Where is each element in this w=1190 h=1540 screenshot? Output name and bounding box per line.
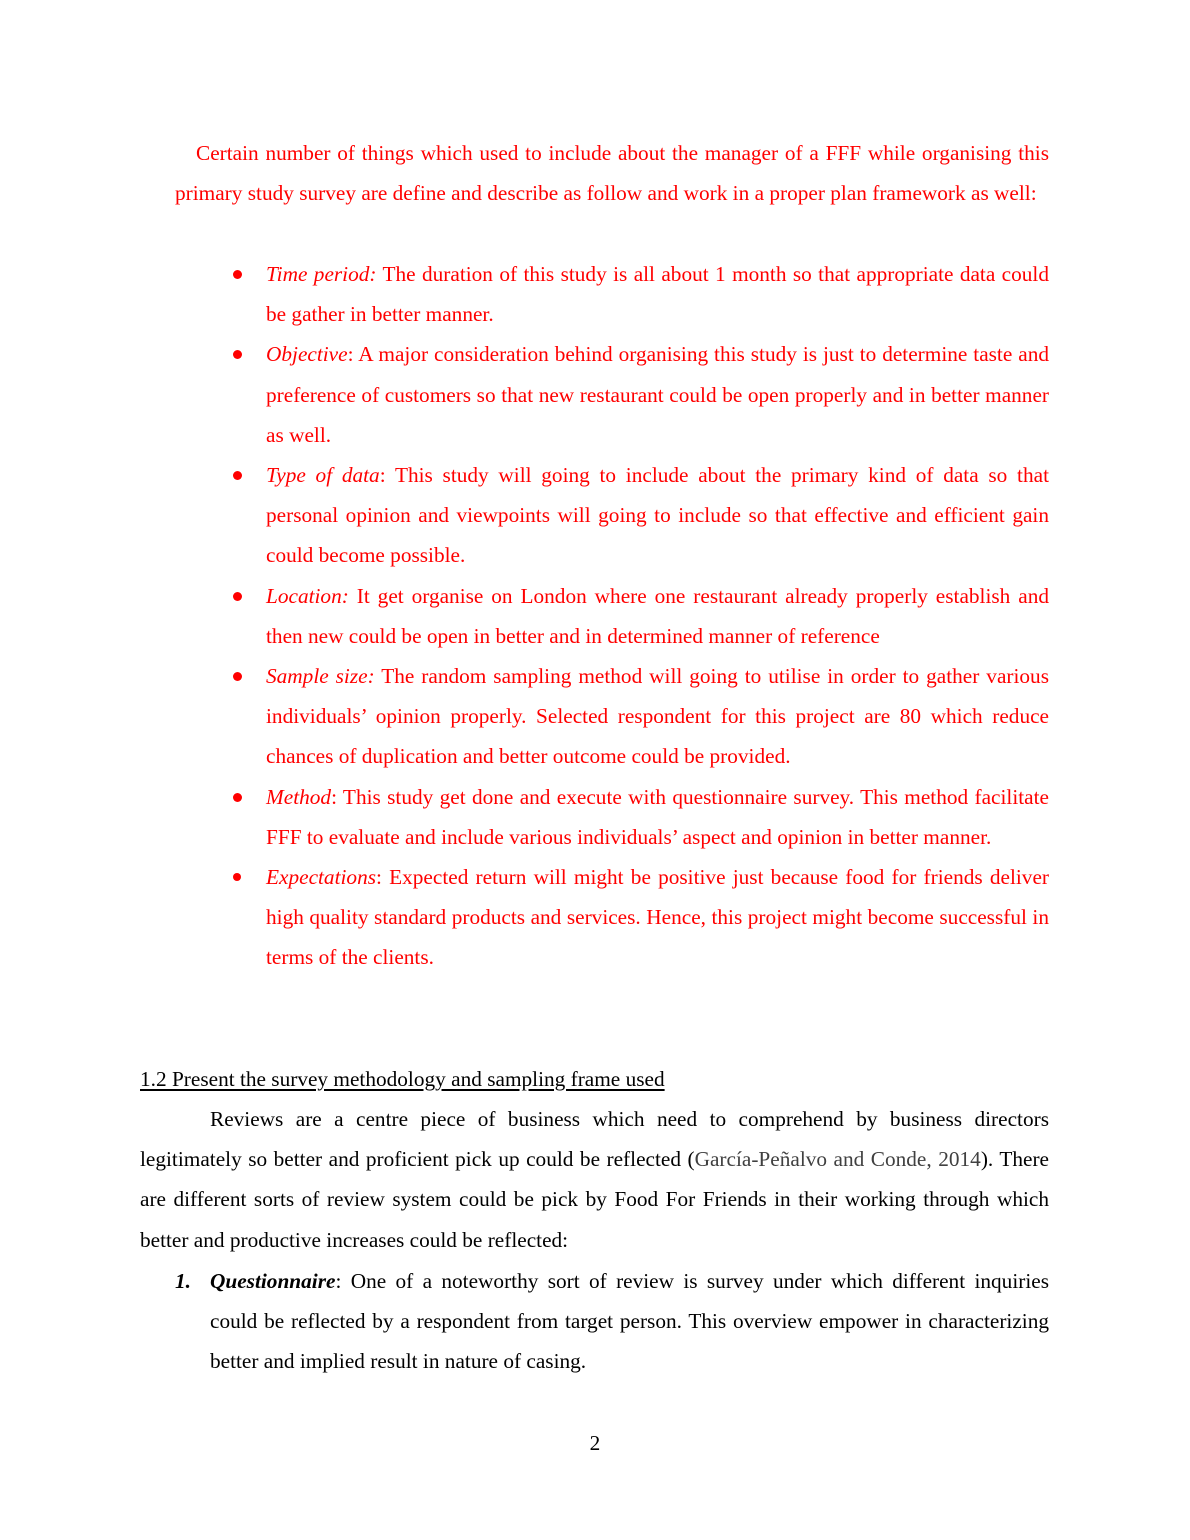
page-number: 2 [589, 1431, 601, 1455]
bullet-text: It get organise on London where one restaurant already properly establish and then new could be open in better and in determined manner of reference [266, 583, 1049, 648]
bullet-text: : This study get done and execute with questionnaire survey. This method facilitate FFF to evaluate and include various individuals’ aspect and opinion in better manner. [266, 784, 1049, 849]
bullet-term: Location: [266, 583, 349, 608]
bullet-term: Method [266, 784, 332, 809]
bullet-icon [233, 270, 242, 279]
bullet-icon [233, 873, 241, 881]
bullet-text: : This study will going to include about the primary kind of data so that personal opinion and viewpoints will going to include so that effective and efficient gain could become possible. [266, 463, 1049, 568]
numbered-list [175, 1261, 1049, 1382]
bullet-term: Expectations [266, 865, 376, 890]
citation: García-Peñalvo and Conde, 2014 [694, 1147, 981, 1172]
list-item [175, 857, 1049, 978]
bullet-icon [233, 592, 242, 601]
bullet-text: The random sampling method will going to utilise in order to gather various individuals’ opinion properly. Selected respondent for this project are 80 which reduce chances of duplication and better outcome could be provided. [266, 664, 1049, 769]
bullet-list [175, 254, 1049, 978]
bullet-text: : Expected return will might be positive just because food for friends deliver high quality standard products and services. Hence, this project might become successful in terms of the clients. [266, 865, 1049, 970]
bullet-icon [233, 350, 242, 359]
bullet-term: Time period: [266, 262, 377, 286]
bullet-icon [233, 793, 242, 802]
numbered-term: Questionnaire [210, 1269, 336, 1293]
bullet-icon [233, 672, 242, 681]
section-heading: 1.2 Present the survey methodology and sampling frame used [140, 1067, 665, 1091]
list-item [175, 455, 1049, 576]
list-item [175, 254, 1049, 334]
paragraph-text: Reviews are a centre piece of business which need to comprehend by business directors legitimately so better and proficient pick up could be reflected ( [140, 1107, 1049, 1172]
bullet-icon [233, 471, 242, 480]
list-item [175, 656, 1049, 777]
section-paragraph [140, 1099, 1049, 1260]
list-number: 1. [175, 1269, 191, 1293]
bullet-text: : A major consideration behind organising this study is just to determine taste and preference of customers so that new restaurant could be open properly and in better manner as well. [266, 342, 1049, 447]
bullet-term: Type of data [266, 463, 380, 488]
list-item [175, 334, 1049, 455]
bullet-text: The duration of this study is all about 1 month so that appropriate data could be gather in better manner. [266, 262, 1049, 327]
paragraph-text: ). There are different sorts of review system could be pick by Food For Friends in their working through which better and productive increases could be reflected: [140, 1147, 1049, 1252]
list-item [175, 576, 1049, 656]
bullet-term: Sample size: [266, 664, 375, 689]
numbered-text: : One of a noteworthy sort of review is survey under which different inquiries could be reflected by a respondent from target person. This overview empower in characterizing better and implied result in nature of casing. [210, 1269, 1049, 1374]
intro-paragraph: Certain number of things which used to include about the manager of a FFF while organising this primary study survey are define and describe as follow and work in a proper plan framework as well: [175, 141, 1049, 206]
bullet-term: Objective [266, 342, 348, 367]
list-item [175, 777, 1049, 857]
list-item [175, 1261, 1049, 1382]
